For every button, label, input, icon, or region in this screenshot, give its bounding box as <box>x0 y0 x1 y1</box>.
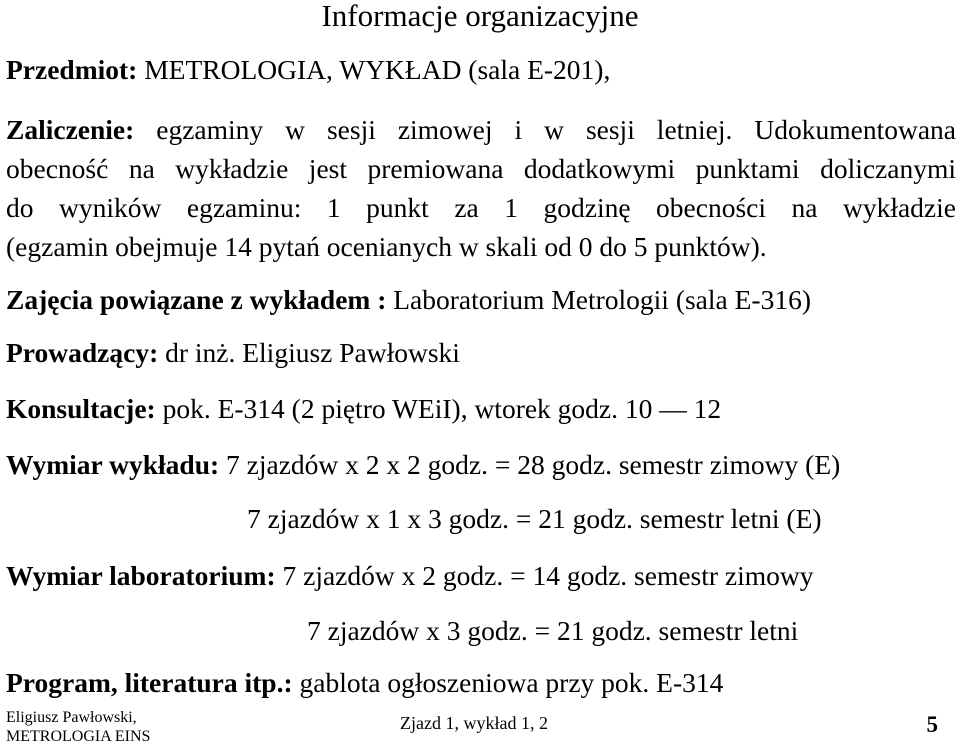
wymiar-wykladu-text-1: 7 zjazdów x 2 x 2 godz. = 28 godz. semestr zimowy (E) <box>219 449 841 480</box>
wymiar-wykladu-label: Wymiar wykładu: <box>6 449 220 480</box>
wymiar-laboratorium-text-1: 7 zjazdów x 2 godz. = 14 godz. semestr zimowy <box>275 560 814 591</box>
page-title: Informacje organizacyjne <box>321 0 639 33</box>
przedmiot-label: Przedmiot: <box>6 54 138 85</box>
zajecia-label: Zajęcia powiązane z wykładem : <box>6 284 387 315</box>
konsultacje-text: pok. E-314 (2 piętro WEiI), wtorek godz. 10 — 12 <box>155 393 722 424</box>
konsultacje-label: Konsultacje: <box>6 393 156 424</box>
prowadzacy-text: dr inż. Eligiusz Pawłowski <box>158 337 460 368</box>
zaliczenie-text-1: egzaminy w sesji zimowej i w sesji letniej. Udokumentowana <box>134 114 956 145</box>
zaliczenie-label: Zaliczenie: <box>6 114 135 145</box>
prowadzacy-line <box>6 333 956 372</box>
program-label: Program, literatura itp.: <box>6 667 293 698</box>
footer-author: Eligiusz Pawłowski, <box>6 709 137 726</box>
footer-author-block <box>6 708 150 746</box>
page-number: 5 <box>926 712 938 737</box>
zaliczenie-line-2: obecność na wykładzie jest premiowana dodatkowymi punktami doliczanymi <box>6 153 956 184</box>
zaliczenie-line-1 <box>6 110 956 149</box>
zaliczenie-line-3: do wyników egzaminu: 1 punkt za 1 godzinę obecności na wykładzie <box>6 192 956 223</box>
wymiar-laboratorium-line-1 <box>6 556 956 595</box>
zajecia-text: Laboratorium Metrologii (sala E-316) <box>386 284 811 315</box>
zajecia-line <box>6 280 956 319</box>
program-text: gablota ogłoszeniowa przy pok. E-314 <box>292 667 724 698</box>
wymiar-laboratorium-line-2: 7 zjazdów x 3 godz. = 21 godz. semestr letni <box>307 615 799 646</box>
przedmiot-line <box>6 50 956 89</box>
footer-course: METROLOGIA EINS <box>6 728 151 745</box>
wymiar-laboratorium-label: Wymiar laboratorium: <box>6 560 276 591</box>
przedmiot-text: METROLOGIA, WYKŁAD (sala E-201), <box>137 54 611 85</box>
prowadzacy-label: Prowadzący: <box>6 337 159 368</box>
footer-session: Zjazd 1, wykład 1, 2 <box>400 713 548 733</box>
konsultacje-line <box>6 389 956 428</box>
wymiar-wykladu-line-1 <box>6 445 956 484</box>
zaliczenie-line-4: (egzamin obejmuje 14 pytań ocenianych w skali od 0 do 5 punktów). <box>6 231 767 262</box>
wymiar-wykladu-line-2: 7 zjazdów x 1 x 3 godz. = 21 godz. semestr letni (E) <box>247 503 822 534</box>
program-line <box>6 663 956 702</box>
